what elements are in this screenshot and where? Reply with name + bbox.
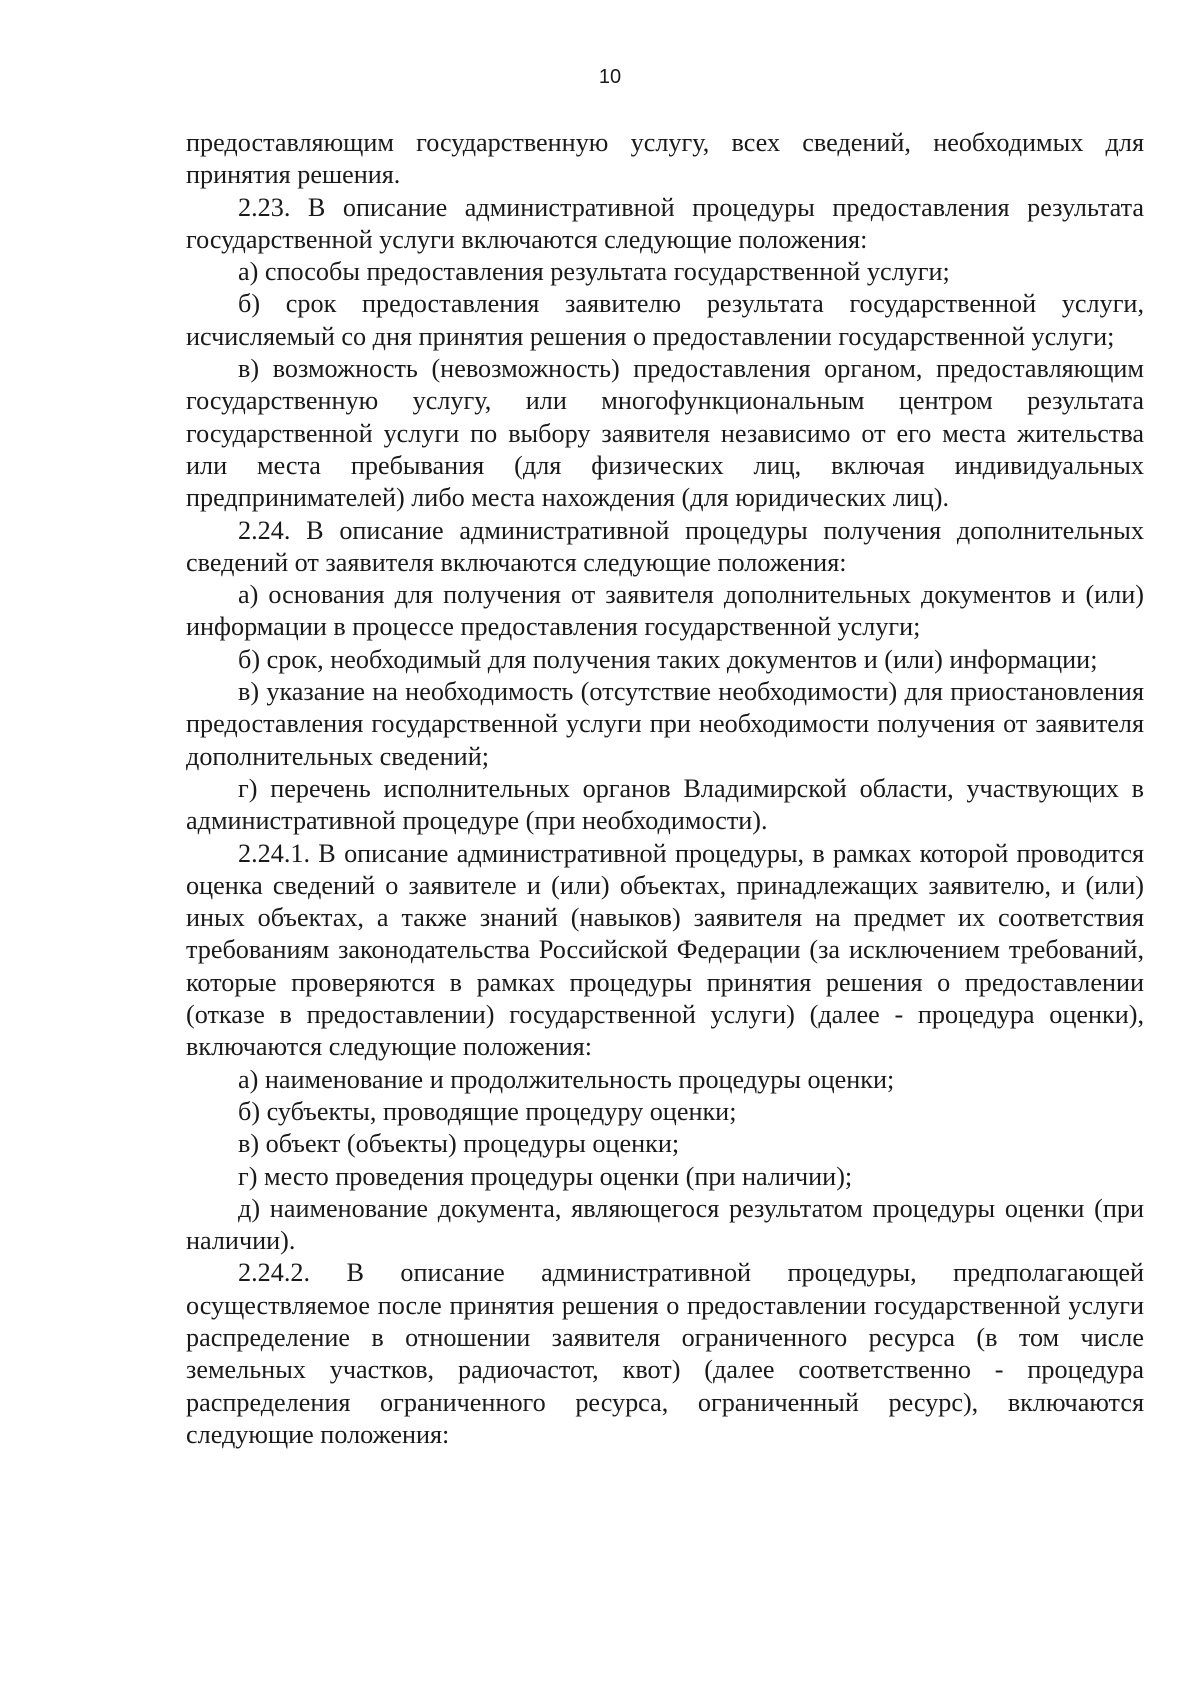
paragraph-continuation: предоставляющим государственную услугу, всех сведений, необходимых для принятия решения. [186, 128, 1144, 190]
document-body [186, 127, 1144, 1451]
list-item-v: в) возможность (невозможность) предоставления органом, предоставляющим государственную услугу, или многофункциональным центром результата государственной услуги по выбору заявителя независимо от его места жительства или места пребывания (для физических лиц, включая индивидуальных предпринимателей) либо места нахождения (для юридических лиц). [186, 354, 1144, 513]
list-item-g: г) место проведения процедуры оценки (при наличии); [238, 1161, 853, 1191]
list-item-v: в) объект (объекты) процедуры оценки; [238, 1129, 680, 1159]
page-number: 10 [598, 66, 622, 88]
list-item-d: д) наименование документа, являющегося результатом процедуры оценки (при наличии). [186, 1193, 1144, 1256]
list-item-b: б) субъекты, проводящие процедуру оценки; [238, 1096, 737, 1126]
paragraph-2-24: 2.24. В описание административной процедуры получения дополнительных сведений от заявителя включаются следующие положения: [186, 515, 1144, 577]
list-item-b: б) срок предоставления заявителю результата государственной услуги, исчисляемый со дня принятия решения о предоставлении государственной услуги; [186, 289, 1144, 351]
paragraph-2-24-2: 2.24.2. В описание административной процедуры, предполагающей осуществляемое после принятия решения о предоставлении государственной услуги распределение в отношении заявителя ограниченного ресурса (в том числе земельных участков, радиочастот, квот) (далее соответственно - процедура распределения ограниченного ресурса, ограниченный ресурс), включаются следующие положения: [186, 1258, 1144, 1449]
list-item-a: а) основания для получения от заявителя дополнительных документов и (или) информации в процессе предоставления государственной услуги; [186, 580, 1144, 642]
list-item-v: в) указание на необходимость (отсутствие необходимости) для приостановления предоставления государственной услуги при необходимости получения от заявителя дополнительных сведений; [186, 677, 1144, 771]
paragraph-2-24-1: 2.24.1. В описание административной процедуры, в рамках которой проводится оценка сведений о заявителе и (или) объектах, принадлежащих заявителю, и (или) иных объектах, а также знаний (навыков) заявителя на предмет их соответствия требованиям законодательства Российской Федерации (за исключением требований, которые проверяются в рамках процедуры принятия решения о предоставлении (отказе в предоставлении) государственной услуги) (далее - процедура оценки), включаются следующие положения: [186, 838, 1144, 1062]
list-item-g: г) перечень исполнительных органов Владимирской области, участвующих в административной процедуре (при необходимости). [186, 773, 1144, 836]
list-item-b: б) срок, необходимый для получения таких документов и (или) информации; [238, 644, 1098, 674]
list-item-a: а) способы предоставления результата государственной услуги; [238, 257, 950, 287]
paragraph-2-23: 2.23. В описание административной процедуры предоставления результата государственной услуги включаются следующие положения: [186, 192, 1144, 254]
list-item-a: а) наименование и продолжительность процедуры оценки; [238, 1064, 895, 1094]
